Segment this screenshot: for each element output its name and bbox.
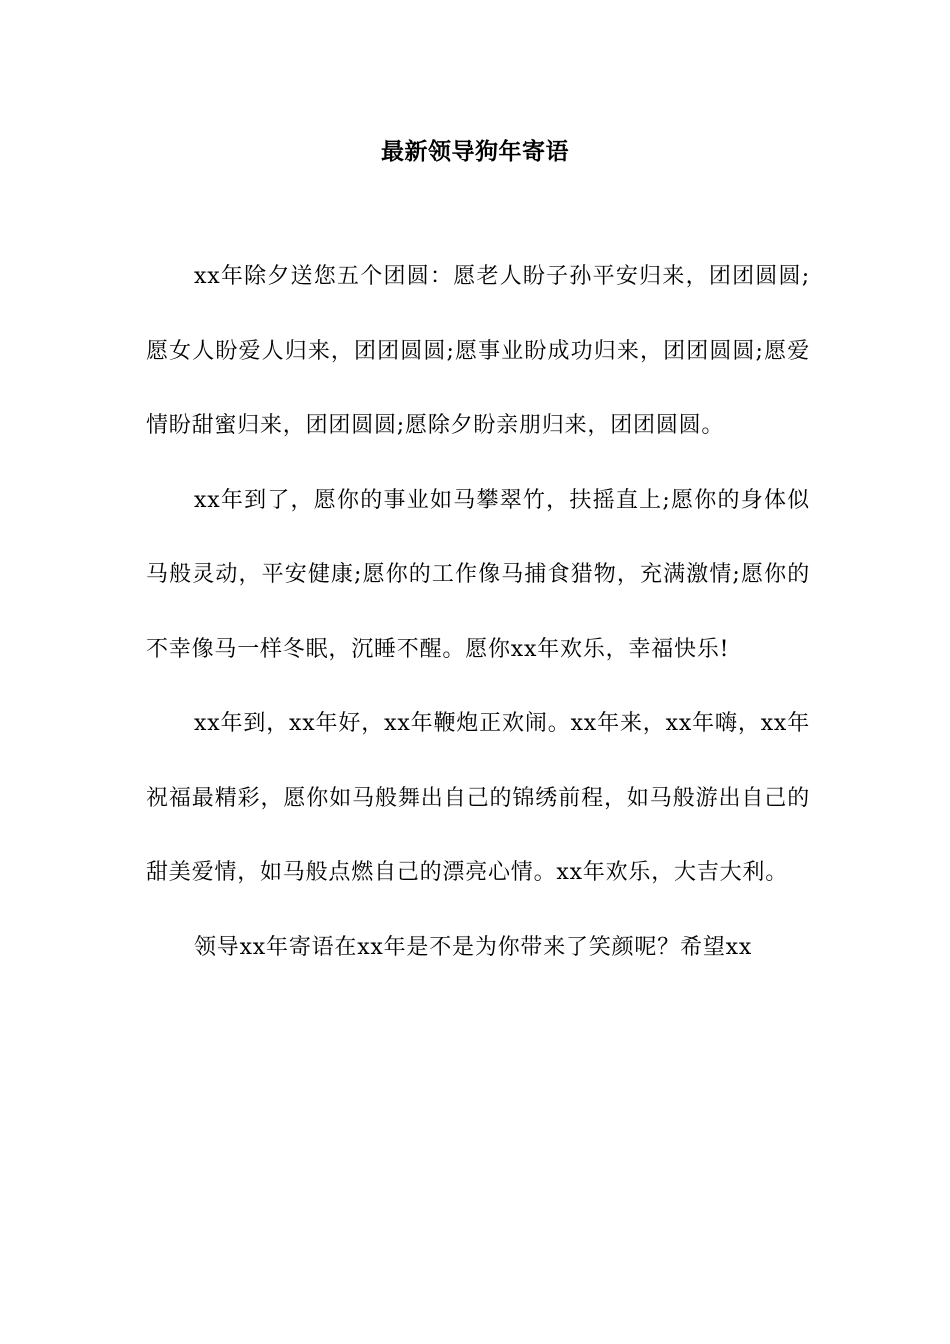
paragraph-1: xx年除夕送您五个团圆：愿老人盼子孙平安归来，团团圆圆;愿女人盼爱人归来，团团圆圆;愿事业盼成功归来，团团圆圆;愿爱情盼甜蜜归来，团团圆圆;愿除夕盼亲朋归来，团团圆圆。 <box>146 264 810 438</box>
paragraph-2: xx年到了，愿你的事业如马攀翠竹，扶摇直上;愿你的身体似马般灵动，平安健康;愿你的工作像马捕食猎物，充满激情;愿你的不幸像马一样冬眠，沉睡不醒。愿你xx年欢乐，幸福快乐! <box>146 487 810 662</box>
paragraph-4: 领导xx年寄语在xx年是不是为你带来了笑颜呢？希望xx <box>194 934 753 960</box>
document-title: 最新领导狗年寄语 <box>381 139 569 165</box>
paragraph-3: xx年到，xx年好，xx年鞭炮正欢闹。xx年来，xx年嗨，xx年祝福最精彩，愿你如马般舞出自己的锦绣前程，如马般游出自己的甜美爱情，如马般点燃自己的漂亮心情。xx年欢乐，大吉大利。 <box>146 711 810 885</box>
document-body <box>146 240 810 985</box>
